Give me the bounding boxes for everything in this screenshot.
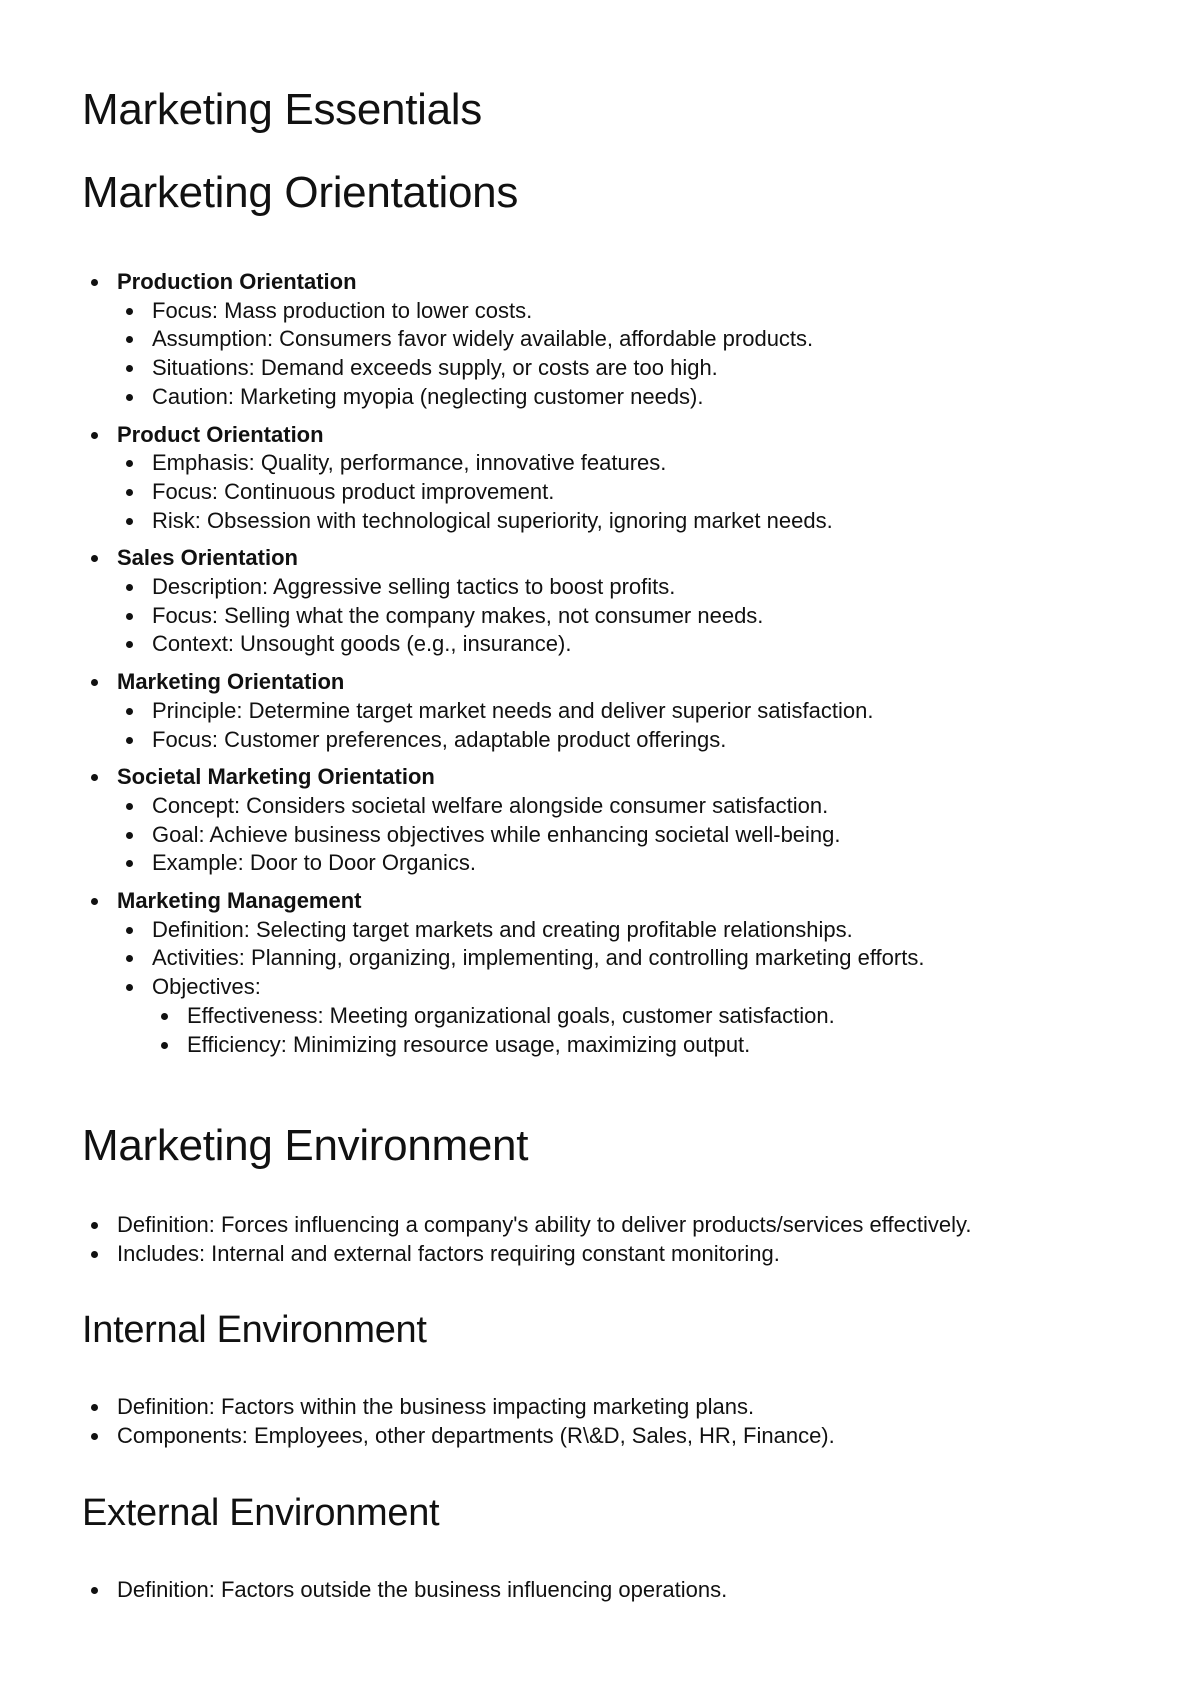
bullet-icon: [126, 394, 133, 401]
list-item: Description: Aggressive selling tactics to boost profits.: [117, 573, 924, 602]
bullet-icon: [126, 365, 133, 372]
group-items: [117, 297, 924, 412]
bullet-icon: [126, 955, 133, 962]
bullet-icon: [126, 708, 133, 715]
bullet-icon: [91, 1433, 98, 1440]
bullet-icon: [91, 555, 98, 562]
document-title: Marketing Essentials: [82, 85, 482, 134]
orientations-list: [82, 268, 924, 1059]
group-items: [117, 573, 924, 659]
list-item: Principle: Determine target market needs and deliver superior satisfaction.: [117, 697, 924, 726]
bullet-icon: [91, 432, 98, 439]
bullet-icon: [91, 279, 98, 286]
bullet-icon: [126, 984, 133, 991]
bullet-icon: [91, 1587, 98, 1594]
list-item: Example: Door to Door Organics.: [117, 849, 924, 878]
bullet-icon: [126, 336, 133, 343]
bullet-icon: [126, 927, 133, 934]
list-item: Context: Unsought goods (e.g., insurance).: [117, 630, 924, 659]
bullet-icon: [126, 832, 133, 839]
group-label: Production Orientation: [117, 269, 357, 294]
list-item: Definition: Selecting target markets and creating profitable relationships.: [117, 916, 924, 945]
list-item: Focus: Selling what the company makes, not consumer needs.: [117, 602, 924, 631]
bullet-icon: [126, 308, 133, 315]
bullet-icon: [91, 679, 98, 686]
orientation-group: [82, 544, 924, 659]
group-items: [117, 697, 924, 754]
internal-list: [82, 1393, 835, 1450]
bullet-icon: [161, 1042, 168, 1049]
group-items: [117, 916, 924, 1060]
group-label: Marketing Management: [117, 888, 362, 914]
list-item: Objectives: Effectiveness: Meeting organizational goals, customer satisfaction. Efficiency: Minimizing resource usage, maximizing output.: [117, 973, 924, 1059]
external-list: [82, 1576, 727, 1605]
list-item: Situations: Demand exceeds supply, or costs are too high.: [117, 354, 924, 383]
group-label: Sales Orientation: [117, 545, 298, 571]
bullet-icon: [126, 737, 133, 744]
bullet-icon: [126, 641, 133, 648]
list-item: Components: Employees, other departments (R\&D, Sales, HR, Finance).: [82, 1422, 835, 1451]
bullet-icon: [91, 1222, 98, 1229]
bullet-icon: [126, 460, 133, 467]
objectives-sublist: [152, 1002, 924, 1059]
list-item: Concept: Considers societal welfare alongside consumer satisfaction.: [117, 792, 924, 821]
group-label: Marketing Orientation: [117, 669, 345, 695]
orientation-group: [82, 421, 924, 536]
bullet-icon: [126, 860, 133, 867]
list-item: Activities: Planning, organizing, implementing, and controlling marketing efforts.: [117, 944, 924, 973]
list-item: Effectiveness: Meeting organizational goals, customer satisfaction.: [152, 1002, 924, 1031]
bullet-icon: [126, 518, 133, 525]
bullet-icon: [126, 803, 133, 810]
list-item: Risk: Obsession with technological superiority, ignoring market needs.: [117, 507, 924, 536]
list-item: Definition: Forces influencing a company's ability to deliver products/services effectively.: [82, 1211, 971, 1240]
group-label: Product Orientation: [117, 421, 324, 447]
list-item: Definition: Factors outside the business influencing operations.: [82, 1576, 727, 1605]
list-item: Goal: Achieve business objectives while enhancing societal well-being.: [117, 821, 924, 850]
list-item: Emphasis: Quality, performance, innovative features.: [117, 449, 924, 478]
bullet-icon: [161, 1013, 168, 1020]
orientations-heading: Marketing Orientations: [82, 168, 519, 217]
bullet-icon: [91, 1404, 98, 1411]
list-item: Includes: Internal and external factors requiring constant monitoring.: [82, 1240, 971, 1269]
bullet-icon: [126, 489, 133, 496]
list-item: Focus: Mass production to lower costs.: [117, 297, 924, 326]
bullet-icon: [91, 774, 98, 781]
orientation-group: [82, 763, 924, 878]
internal-heading: Internal Environment: [82, 1309, 427, 1351]
group-items: [117, 792, 924, 878]
external-heading: External Environment: [82, 1492, 440, 1534]
list-item: Efficiency: Minimizing resource usage, maximizing output.: [152, 1031, 924, 1060]
environment-list: [82, 1211, 971, 1268]
list-item: Definition: Factors within the business impacting marketing plans.: [82, 1393, 835, 1422]
bullet-icon: [91, 1251, 98, 1258]
list-item: Focus: Customer preferences, adaptable product offerings.: [117, 726, 924, 755]
environment-heading: Marketing Environment: [82, 1121, 529, 1170]
bullet-icon: [126, 584, 133, 591]
list-item: Caution: Marketing myopia (neglecting customer needs).: [117, 383, 924, 412]
group-label: Societal Marketing Orientation: [117, 764, 435, 790]
orientation-group: [82, 268, 924, 412]
orientation-group: [82, 668, 924, 754]
bullet-icon: [91, 898, 98, 905]
orientation-group: [82, 887, 924, 1059]
group-items: [117, 449, 924, 535]
bullet-icon: [126, 613, 133, 620]
list-item: Assumption: Consumers favor widely available, affordable products.: [117, 325, 924, 354]
list-item: Focus: Continuous product improvement.: [117, 478, 924, 507]
